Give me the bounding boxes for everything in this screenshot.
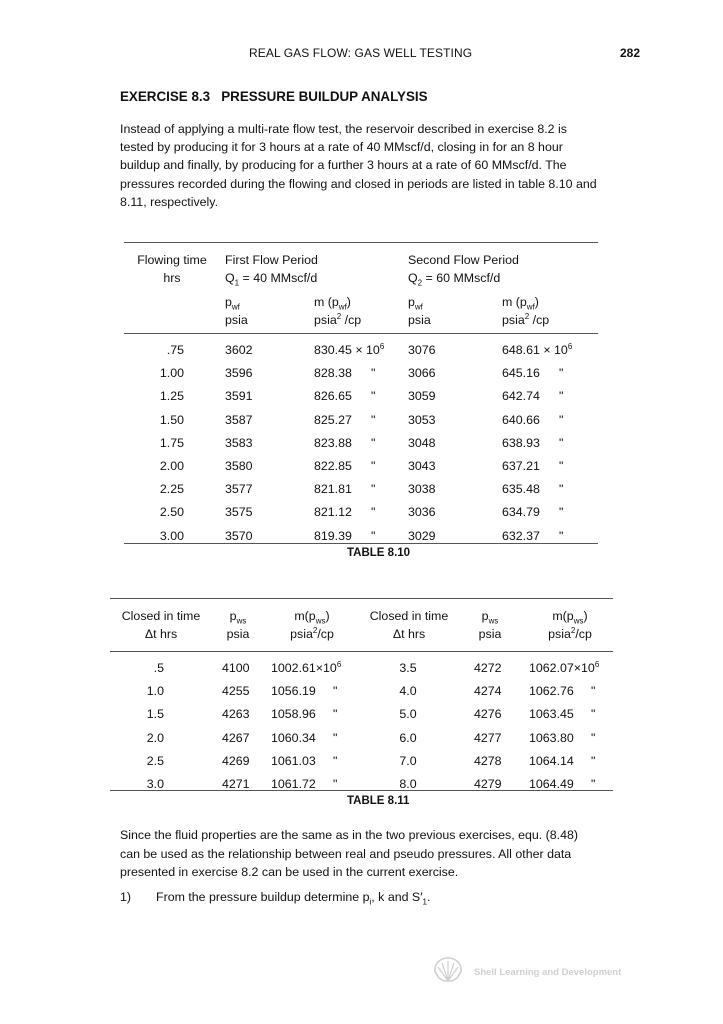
header-psia2cp-2: psia$^2$/cp [548,625,592,641]
cell-pwf-2: 3053 [408,413,436,427]
cell-flowing-time: 1.00 [159,366,184,380]
header-pws-2: $p_{ws}$ [481,609,499,626]
cell-pwf-1: 3583 [225,436,253,450]
cell-closed-in-time-1: 1.5 [146,707,164,721]
page-number: 282 [620,46,641,60]
running-header-title: REAL GAS FLOW: GAS WELL TESTING [249,46,473,60]
cell-mpwf-2: 637.21 " [502,459,564,473]
cell-flowing-time: 1.50 [159,413,184,427]
header-second-flow-period: Second Flow Period [408,253,519,267]
cell-mpws-1: 1061.72 " [271,777,338,791]
header-psia-2: psia [478,627,502,641]
closing-line: Since the fluid properties are the same as in the two previous exercises, equ. (8.48) [120,828,579,842]
header-psia-1: psia [225,313,248,327]
cell-pwf-1: 3591 [225,389,253,403]
header-dt-hrs-2: Δt hrs [392,627,426,641]
cell-pws-2: 4278 [474,754,502,768]
cell-pwf-2: 3029 [408,529,436,543]
cell-pws-2: 4279 [474,777,502,791]
header-dt-hrs-1: Δt hrs [144,627,178,641]
cell-pwf-2: 3043 [408,459,436,473]
cell-pwf-1: 3577 [225,482,253,496]
cell-pws-2: 4277 [474,731,502,745]
closing-line: can be used as the relationship between real and pseudo pressures. All other data [120,846,572,861]
header-pws-1: $p_{ws}$ [229,609,247,626]
intro-line: Instead of applying a multi-rate flow test, the reservoir described in exercise 8.2 is [120,122,567,136]
cell-flowing-time: .75 [166,343,184,357]
cell-flowing-time: 2.25 [159,482,184,496]
question-text: From the pressure buildup determine $p_i$, k and $S'_1$. [156,890,431,907]
cell-mpwf-2: 640.66 " [502,413,564,427]
cell-mpwf-2: 638.93 " [502,436,564,450]
header-hrs: hrs [163,271,181,285]
footer-brand-text: Shell Learning and Development [474,967,622,978]
cell-mpwf-2: $648.61 \times 10^6$ [502,341,573,357]
cell-mpws-2: 1064.14 " [529,754,596,768]
cell-closed-in-time-2: 7.0 [399,754,417,768]
cell-pws-1: 4255 [222,684,250,698]
table-8-11-caption: TABLE 8.11 [347,795,410,807]
cell-mpwf-2: 634.79 " [502,505,564,519]
cell-mpwf-1: 821.81 " [314,482,376,496]
cell-pwf-2: 3066 [408,366,436,380]
cell-closed-in-time-2: 3.5 [399,661,417,675]
cell-pwf-2: 3048 [408,436,436,450]
cell-mpws-2: 1064.49 " [529,777,596,791]
header-psia2cp-1: psia$^2$/cp [290,625,334,641]
cell-flowing-time: 3.00 [159,529,184,543]
cell-mpws-1: 1056.19 " [271,684,338,698]
cell-closed-in-time-2: 8.0 [399,777,417,791]
cell-mpws-2: 1063.80 " [529,731,596,745]
cell-mpws-1: 1058.96 " [271,707,338,721]
cell-pwf-1: 3580 [225,459,253,473]
cell-closed-in-time-2: 5.0 [399,707,417,721]
cell-mpwf-1: 828.38 " [314,366,376,380]
cell-closed-in-time-1: .5 [153,661,164,675]
cell-mpwf-2: 645.16 " [502,366,564,380]
cell-mpws-2: $1062.07\times 10^6$ [529,659,600,675]
header-mpws-1: $m(p_{ws})$ [294,609,330,626]
cell-mpws-2: 1063.45 " [529,707,596,721]
cell-closed-in-time-2: 4.0 [399,684,417,698]
table-bottom-rule [110,790,613,791]
table-top-rule [110,598,613,599]
header-psia-1: psia [226,627,250,641]
cell-closed-in-time-1: 1.0 [146,684,164,698]
shell-logo-icon [432,955,464,985]
table-header-rule [124,333,598,334]
cell-closed-in-time-1: 2.5 [146,754,164,768]
header-pwf-2: $p_{wf}$ [408,295,423,312]
cell-pws-1: 4267 [222,731,250,745]
table-8-10-caption: TABLE 8.10 [347,547,411,559]
cell-mpwf-1: 826.65 " [314,389,376,403]
header-q1: $Q_1 = 40$ MMscf/d [225,271,318,288]
header-first-flow-period: First Flow Period [225,253,318,267]
header-psia2cp-2: psia$^2$ /cp [502,311,550,327]
exercise-intro [120,120,645,211]
cell-mpwf-1: 819.39 " [314,529,376,543]
cell-pwf-2: 3038 [408,482,436,496]
footer-brand [432,955,642,985]
header-psia2cp-1: psia$^2$ /cp [314,311,362,327]
closing-paragraph [120,826,578,882]
cell-flowing-time: 2.50 [159,505,184,519]
cell-mpwf-1: 825.27 " [314,413,376,427]
cell-pws-2: 4276 [474,707,502,721]
intro-line: buildup and finally, by producing for a further 3 hours at a rate of 60 MMscf/d. The [120,158,567,173]
cell-flowing-time: 2.00 [159,459,184,473]
cell-mpwf-1: 823.88 " [314,436,376,450]
cell-flowing-time: 1.75 [159,436,184,450]
cell-mpws-2: 1062.76 " [529,684,596,698]
table-bottom-rule [124,543,598,544]
header-pwf-1: $p_{wf}$ [225,295,240,312]
cell-pws-1: 4271 [222,777,250,791]
cell-pwf-1: 3587 [225,413,253,427]
table-header-rule [110,651,613,652]
cell-closed-in-time-1: 3.0 [146,777,164,791]
cell-mpws-1: 1061.03 " [271,754,338,768]
header-psia-2: psia [408,313,431,327]
cell-mpwf-1: 821.12 " [314,505,376,519]
exercise-heading: EXERCISE 8.3 PRESSURE BUILDUP ANALYSIS [120,89,428,104]
header-q2: $Q_2 = 60$ MMscf/d [408,271,501,288]
cell-pwf-1: 3602 [225,343,253,357]
cell-pwf-1: 3575 [225,505,253,519]
cell-pwf-2: 3059 [408,389,436,403]
cell-closed-in-time-1: 2.0 [146,731,164,745]
cell-pws-2: 4272 [474,661,502,675]
header-closed-in-time-2: Closed in time [369,609,449,623]
intro-line: pressures recorded during the flowing and closed in periods are listed in table 8.10 and [120,176,597,191]
header-mpws-2: $m(p_{ws})$ [552,609,588,626]
cell-closed-in-time-2: 6.0 [399,731,417,745]
cell-pws-1: 4269 [222,754,250,768]
cell-flowing-time: 1.25 [159,389,184,403]
header-mpwf-1: m $(p_{wf})$ [314,295,351,312]
intro-line: tested by producing it for 3 hours at a rate of 40 MMscf/d, closing in for an 8 hour [120,140,563,155]
cell-mpwf-2: 642.74 " [502,389,564,403]
header-flowing-time: Flowing time [137,253,207,267]
table-top-rule [124,242,598,243]
cell-mpws-1: $1002.61\times 10^6$ [271,659,342,675]
cell-mpwf-1: $830.45 \times 10^6$ [314,341,385,357]
cell-pwf-2: 3076 [408,343,436,357]
cell-pws-1: 4100 [222,661,250,675]
header-closed-in-time-1: Closed in time [121,609,201,623]
closing-line: presented in exercise 8.2 can be used in the current exercise. [120,865,459,879]
question-number: 1) [120,890,132,904]
cell-mpwf-2: 635.48 " [502,482,564,496]
intro-line: 8.11, respectively. [120,194,219,209]
cell-pws-2: 4274 [474,684,502,698]
header-mpwf-2: m $(p_{wf})$ [502,295,539,312]
cell-pwf-1: 3570 [225,529,253,543]
cell-pws-1: 4263 [222,707,250,721]
cell-pwf-1: 3596 [225,366,253,380]
cell-mpwf-2: 632.37 " [502,529,564,543]
cell-mpws-1: 1060.34 " [271,731,338,745]
cell-mpwf-1: 822.85 " [314,459,376,473]
cell-pwf-2: 3036 [408,505,436,519]
